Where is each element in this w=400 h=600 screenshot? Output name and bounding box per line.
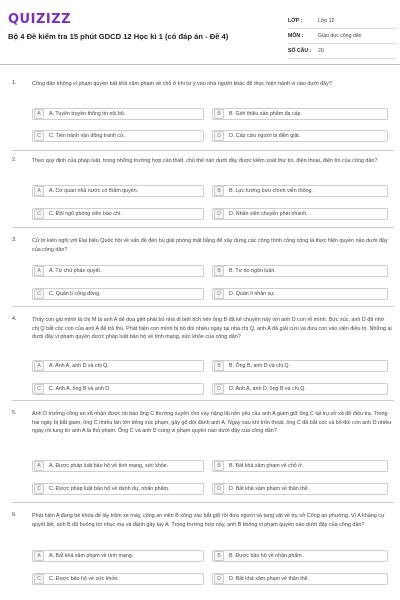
option-letter: D xyxy=(214,209,224,219)
meta-value: Lớp 12 xyxy=(318,18,335,24)
option-text: A. Anh A, anh D và chị Q. xyxy=(49,363,109,369)
option-a[interactable] xyxy=(32,108,204,120)
meta-row-count xyxy=(288,44,396,59)
option-c[interactable] xyxy=(32,383,204,395)
option-letter: C xyxy=(34,209,44,219)
option-letter: C xyxy=(34,484,44,494)
option-text: D. Nhân viên chuyển phát nhanh. xyxy=(229,211,308,217)
page-title: Bộ 4 Đề kiểm tra 15 phút GDCD 12 Học kì 1 (có đáp án - Đề 4) xyxy=(8,32,229,41)
option-letter: D xyxy=(214,574,224,584)
option-text: C. Anh A, ông B và anh D. xyxy=(49,386,111,392)
option-a[interactable] xyxy=(32,360,204,372)
option-letter: A xyxy=(34,461,44,471)
option-d[interactable] xyxy=(212,483,388,495)
option-c[interactable] xyxy=(32,483,204,495)
option-text: C. Được pháp luật bảo hộ về danh dự, nhân phẩm. xyxy=(49,486,170,492)
option-text: D. Bất khả xâm phạm về thân thể. xyxy=(229,576,310,582)
meta-value: Giáo dục công dân xyxy=(318,33,362,39)
question-number: 5. xyxy=(12,410,17,416)
option-letter: A xyxy=(34,551,44,561)
meta-value: 20 xyxy=(318,48,324,54)
option-text: C. Được bảo hộ về sức khỏe. xyxy=(49,576,119,582)
option-letter: B xyxy=(214,551,224,561)
option-letter: B xyxy=(214,186,224,196)
option-letter: C xyxy=(34,574,44,584)
meta-label: LỚP : xyxy=(288,18,303,24)
option-d[interactable] xyxy=(212,208,388,220)
option-text: B. Được bảo hộ về nhân phẩm. xyxy=(229,553,304,559)
option-text: A. Cơ quan nhà nước có thẩm quyền. xyxy=(49,188,139,194)
option-letter: D xyxy=(214,384,224,394)
option-text: A. Được pháp luật bảo hộ về tính mạng, sức khỏe. xyxy=(49,463,169,469)
option-b[interactable] xyxy=(212,185,388,197)
question-divider xyxy=(12,502,394,503)
option-text: B. Lực lượng bưu chính viễn thông. xyxy=(229,188,313,194)
option-letter: C xyxy=(34,289,44,299)
meta-label: MÔN : xyxy=(288,33,304,39)
question-text: Phát hiện A đang bẻ khóa để lấy trộm xe máy, công an viên B xông vào bắt giữ rồi đưa người và tang vật về trụ sở Công an phường. Vì A kháng cự quyết liệt, anh B đã buông lời nhục mạ và đánh gãy tay A. Trong trường hợp này, anh B không vi phạm quyền nào dưới đây của công dân? xyxy=(32,513,385,528)
meta-info xyxy=(288,14,396,59)
question-text: Cử tri kiến nghị với Đại biểu Quốc hội về vấn đề đền bù giải phóng mặt bằng để xây dựng các công trình công cộng là thực hiện quyền nào dưới đây của công dân? xyxy=(32,238,388,253)
header-divider xyxy=(0,64,400,65)
option-a[interactable] xyxy=(32,460,204,472)
option-letter: A xyxy=(34,109,44,119)
option-d[interactable] xyxy=(212,573,388,585)
option-c[interactable] xyxy=(32,208,204,220)
option-text: D. Bất khả xâm phạm về thân thể. xyxy=(229,486,310,492)
option-c[interactable] xyxy=(32,288,204,300)
option-a[interactable] xyxy=(32,265,204,277)
option-text: B. Tự do ngôn luận. xyxy=(229,268,276,274)
option-letter: D xyxy=(214,289,224,299)
question-text: Anh D trưởng công an xã nhận được tin báo ông C thường xuyên cho vay nặng lãi nên yêu cầu anh A giam giữ ông C tại trụ sở xã để điều tra. Trong hai ngày bị bắt giam, ông C nhiều lần lớn tiếng xúc phạm, gây gổ đòi đánh anh A. Ngay sau khi trốn thoát, ông C đã bắt cóc và bỏ đói con anh D nhiều ngày rồi tung tin anh A là thủ phạm. Ông C và anh D cùng vi phạm quyền nào dưới đây của công dân? xyxy=(32,411,392,435)
option-c[interactable] xyxy=(32,130,204,142)
option-letter: A xyxy=(34,266,44,276)
option-letter: C xyxy=(34,131,44,141)
option-text: D. Cấp cứu người bị điện giật. xyxy=(229,133,301,139)
option-letter: D xyxy=(214,131,224,141)
option-text: B. Bất khả xâm phạm về chỗ ở. xyxy=(229,463,304,469)
question-number: 4. xyxy=(12,316,17,322)
option-b[interactable] xyxy=(212,265,388,277)
option-letter: B xyxy=(214,361,224,371)
option-letter: C xyxy=(34,384,44,394)
quizizz-logo: QUIZIZZ xyxy=(8,12,72,27)
question-text: Thấy con gái mình là chị M bị anh A dẻ dọa giết phải bỏ nhà đi biệt tích nên ông B đã kể chuyện này với anh D con rể mình. Bức xúc, anh D đã nhờ chị Q bắt cóc con của anh A để trả thù. Phát hiện con mình bị bó đói nhiều ngày tại nhà chị Q, anh A đã giải cứu và đưa con vào viện điều trị. Những ai dưới đây vi phạm quyền được pháp luật bảo hộ về tính mạng, sức khỏe của công dân? xyxy=(32,317,392,341)
option-letter: B xyxy=(214,266,224,276)
option-letter: A xyxy=(34,186,44,196)
question-number: 3. xyxy=(12,237,17,243)
option-letter: B xyxy=(214,461,224,471)
question-text: Công dân không vi phạm quyền bất khả xâm phạm về chỗ ở khi tự ý vào nhà người khác để thực hiện hành vi nào dưới đây? xyxy=(32,81,332,87)
option-text: A. Bất khả xâm phạm về tính mạng. xyxy=(49,553,134,559)
meta-label: SỐ CÂU : xyxy=(288,48,312,54)
option-b[interactable] xyxy=(212,460,388,472)
option-text: B. Giới thiệu sản phẩm đa cấp. xyxy=(229,111,302,117)
option-a[interactable] xyxy=(32,185,204,197)
question-divider xyxy=(12,227,394,228)
question-text: Theo quy định của pháp luật, trong những trường hợp cần thiết, chủ thể nào dưới đây được kiểm soát thư tín, điện thoại, điện tín của công dân? xyxy=(32,158,378,164)
question-divider xyxy=(12,150,394,151)
option-text: C. Đội ngũ phóng viên báo chí. xyxy=(49,211,122,217)
option-b[interactable] xyxy=(212,360,388,372)
question-divider xyxy=(12,400,394,401)
option-letter: B xyxy=(214,109,224,119)
option-letter: A xyxy=(34,361,44,371)
option-text: D. Anh A, anh D, ông B và chị Q. xyxy=(229,386,306,392)
question-number: 1. xyxy=(12,80,17,86)
meta-row-class xyxy=(288,14,396,29)
option-text: C. Quản lí cộng đồng. xyxy=(49,291,101,297)
option-letter: D xyxy=(214,484,224,494)
option-text: A. Tự chủ phán quyết. xyxy=(49,268,102,274)
option-d[interactable] xyxy=(212,288,388,300)
option-d[interactable] xyxy=(212,383,388,395)
option-text: B. Ông B, anh D và chị Q. xyxy=(229,363,290,369)
option-b[interactable] xyxy=(212,550,388,562)
meta-row-subject xyxy=(288,29,396,44)
option-c[interactable] xyxy=(32,573,204,585)
option-text: D. Quản lí nhân sự. xyxy=(229,291,276,297)
question-number: 2. xyxy=(12,157,17,163)
option-d[interactable] xyxy=(212,130,388,142)
option-a[interactable] xyxy=(32,550,204,562)
option-text: A. Tuyên truyền thông tin nội bộ. xyxy=(49,111,126,117)
option-text: C. Tiến hành vận động tranh cử. xyxy=(49,133,125,139)
question-number: 6. xyxy=(12,512,17,518)
option-b[interactable] xyxy=(212,108,388,120)
question-divider xyxy=(12,306,394,307)
